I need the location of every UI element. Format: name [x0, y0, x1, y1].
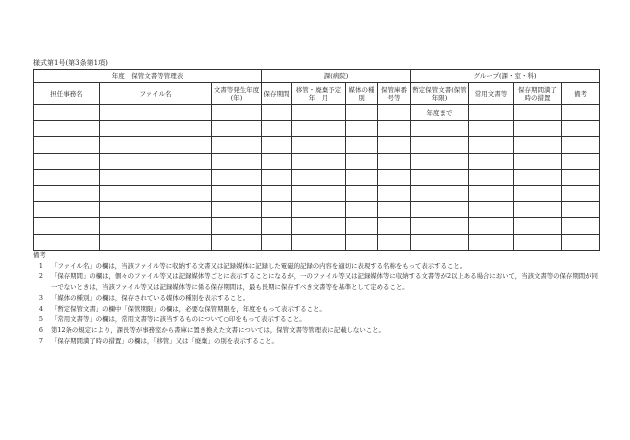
table-row — [34, 218, 600, 234]
notes-section — [33, 250, 603, 346]
header-cell: 常用文書等 — [469, 83, 514, 105]
table-row — [34, 185, 600, 201]
table-row — [34, 202, 600, 218]
header-cell: 保存期間満了時の措置 — [514, 83, 562, 105]
table-cell[interactable] — [212, 105, 262, 121]
header-cell: 保存期間 — [262, 83, 292, 105]
table-row — [34, 234, 600, 250]
note-item: 2 「保存期間」の欄は，個々のファイル等又は記録媒体等ごとに表示することになるが，一のファイル等又は記録媒体等に収納する文書等が2以上ある場合において，当該文書等の保存期間が同一でないときは，当該ファイル等又は記録媒体等に係る保存期間は，最も長期に保存すべき文書等を基準として定めること。 — [38, 272, 598, 292]
form-number: 様式第1号(第3条第1項) — [33, 59, 108, 67]
note-item: 7 「保存期間満了時の措置」の欄は，「移管」又は「廃棄」の別を表示すること。 — [38, 336, 278, 345]
section-label: 課(病院) — [262, 70, 411, 83]
table-cell[interactable] — [562, 105, 600, 121]
table-cell[interactable] — [262, 105, 292, 121]
table-row — [34, 105, 600, 121]
note-item: 4 「暫定保管文書」の欄中「保管期限」の欄は，必要な保管期限を，年度をもって表示すること。 — [38, 304, 326, 313]
header-cell: 担任事務名 — [34, 83, 100, 105]
header-cell: 保管庫番号等 — [378, 83, 411, 105]
header-cell: 備考 — [562, 83, 600, 105]
header-row — [34, 83, 600, 105]
table-cell[interactable] — [469, 105, 514, 121]
table-row — [34, 121, 600, 137]
table-cell[interactable] — [292, 105, 346, 121]
table-row — [34, 137, 600, 153]
retention-until-cell[interactable]: 年度まで — [411, 105, 469, 121]
document-management-table — [33, 69, 600, 251]
table-cell[interactable] — [100, 105, 212, 121]
table-cell[interactable] — [34, 105, 100, 121]
table-row — [34, 169, 600, 185]
group-label: グループ(課・室・科) — [411, 70, 600, 83]
table-cell[interactable] — [514, 105, 562, 121]
table-row — [34, 153, 600, 169]
header-cell: 暫定保管文書(保管年限) — [411, 83, 469, 105]
note-item: 6 第12条の規定により，課長等が事務室から書庫に置き換えた文書については，保管文書等管理表に記載しないこと。 — [38, 325, 385, 334]
note-item: 1 「ファイル名」の欄は，当該ファイル等に収納する文書又は記録媒体に記録した電磁的記録の内容を適切に表現する名称をもって表示すること。 — [38, 261, 467, 270]
notes-title: 備考 — [33, 251, 46, 259]
note-item: 5 「常用文書等」の欄は，常用文書等に該当するものについて○印をもって表示すること。 — [38, 315, 306, 324]
header-cell: ファイル名 — [100, 83, 212, 105]
year-title: 年度 保管文書等管理表 — [34, 70, 262, 83]
note-item: 3 「媒体の種別」の欄は，保存されている媒体の種別を表示すること。 — [38, 293, 250, 302]
title-row — [34, 70, 600, 83]
table-cell[interactable] — [346, 105, 378, 121]
table-cell[interactable] — [378, 105, 411, 121]
header-cell: 媒体の種別 — [346, 83, 378, 105]
header-cell: 移管・廃棄予定 年 月 — [292, 83, 346, 105]
header-cell: 文書等発生年度(年) — [212, 83, 262, 105]
